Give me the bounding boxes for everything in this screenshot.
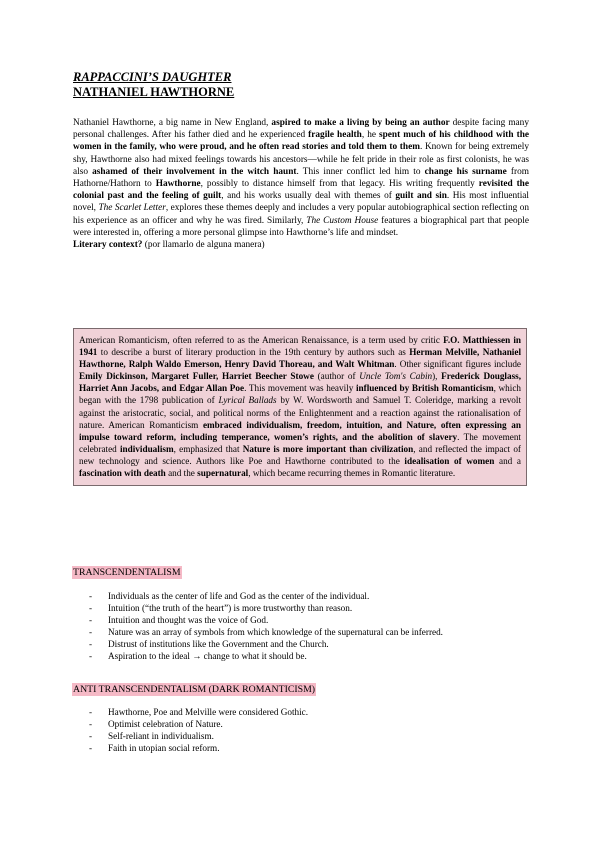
box-text-run: American Romanticism, often referred to as the American Renaissance, is a term used by critic <box>79 335 444 345</box>
box-text-run: , which became recurring themes in Romantic literature. <box>248 468 456 479</box>
box-text-run: . Other significant figures include <box>394 359 521 370</box>
intro-text-run: Hawthorne <box>155 179 201 190</box>
list-item <box>89 603 443 615</box>
list-item <box>89 591 443 603</box>
box-text-run: to describe a burst of literary production in the 19th century by authors such as <box>97 347 410 358</box>
intro-text-run: from Hathorne/Hathorn to <box>73 166 529 190</box>
bullet-dash: - <box>89 650 93 661</box>
box-text-run: . The movement celebrated <box>79 431 521 454</box>
bullet-dash: - <box>89 707 93 717</box>
list-item-text: Intuition and thought was the voice of God. <box>108 614 269 625</box>
list-item <box>89 615 443 627</box>
intro-text-run: The Scarlet Letter <box>98 203 166 214</box>
list-item <box>89 707 308 719</box>
intro-text-run: , possibly to distance himself from that legacy. His writing frequently <box>200 179 479 190</box>
box-text-run: , emphasized that <box>173 443 243 454</box>
list-item-text: Hawthorne, Poe and Melville were considered Gothic. <box>108 707 309 717</box>
bullet-dash: - <box>89 730 93 741</box>
intro-text-run: , he <box>361 130 380 141</box>
intro-text-run: aspired to make a living by being an author <box>271 118 450 128</box>
american-romanticism-box <box>73 328 527 486</box>
anti-transcendentalism-list <box>89 707 308 755</box>
intro-text-run: spent much of his childhood with the women in the family, who were proud, and he often read stories and told them to them <box>73 130 529 153</box>
intro-text-run: . This inner conflict led him to <box>296 166 425 177</box>
intro-paragraph <box>73 117 529 239</box>
list-item-text: Self-reliant in individualism. <box>108 730 214 741</box>
intro-text-run: fragile health <box>308 130 362 141</box>
list-item <box>89 651 443 663</box>
box-text-run: Nature is more important than civilization <box>242 443 414 454</box>
list-item-text: Distrust of institutions like the Government and the Church. <box>108 638 329 649</box>
box-text-run: by W. Wordsworth and Samuel T. Coleridge, marking a revolt against the aristocratic, social, and political norms of the Enlightenment and a reaction against the rationalisation of nature. American Romanticism <box>79 395 521 430</box>
box-text-run: fascination with death <box>79 468 166 479</box>
bullet-dash: - <box>89 742 93 753</box>
box-text-run: individualism <box>119 443 174 454</box>
intro-text-run: despite facing many personal challenges. After his father died and he experienced <box>73 118 529 141</box>
bullet-dash: - <box>89 638 93 649</box>
intro-text-run: ashamed of their involvement in the witch haunt <box>92 166 297 177</box>
intro-text-run: features a biographical part that people were interested in, offering a more personal glimpse into Hawthorne’s life and mindset. <box>73 215 529 238</box>
literary-context-label: Literary context? <box>73 240 143 251</box>
box-text-run: Emily Dickinson, Margaret Fuller, Harriet Beecher Stowe <box>79 371 314 382</box>
list-item <box>89 627 443 639</box>
list-item-text: Individuals as the center of life and God as the center of the individual. <box>108 591 370 601</box>
box-text-run: Uncle Tom's Cabin <box>359 371 433 382</box>
list-item <box>89 743 308 755</box>
anti-transcendentalism-heading: ANTI TRANSCENDENTALISM (DARK ROMANTICISM) <box>73 684 316 695</box>
box-text-run: (author of <box>313 371 360 382</box>
document-author: NATHANIEL HAWTHORNE <box>73 85 235 99</box>
literary-context-line <box>73 239 529 251</box>
bullet-dash: - <box>89 626 93 637</box>
transcendentalism-list <box>89 591 443 662</box>
list-item <box>89 731 308 743</box>
list-item <box>89 719 308 731</box>
box-text-run: and a <box>494 455 521 466</box>
box-text-run: . This movement was heavily <box>244 383 356 394</box>
list-item-text: Intuition (“the truth of the heart”) is more trustworthy than reason. <box>108 602 353 613</box>
box-text-run: embraced individualism, freedom, intuition, and Nature, often expressing an impulse toward reform, including temperance, women’s rights, and the abolition of slavery <box>79 419 521 442</box>
document-title: RAPPACCINI’S DAUGHTER <box>73 70 232 84</box>
list-item-text: Nature was an array of symbols from which knowledge of the supernatural can be inferred. <box>108 626 443 637</box>
list-item <box>89 639 443 651</box>
box-text-run: Herman Melville, Nathaniel Hawthorne, Ralph Waldo Emerson, Henry David Thoreau, and Walt Whitman <box>79 347 521 370</box>
intro-text-run: guilt and sin <box>395 191 447 202</box>
intro-text-run: , and his works usually deal with themes of <box>221 191 396 202</box>
box-text-run: influenced by British Romanticism <box>355 383 494 394</box>
intro-text-run: The Custom House <box>306 215 379 226</box>
box-text-run: ), <box>432 371 442 382</box>
intro-text-run: . His most influential novel, <box>73 191 530 214</box>
box-text-run: F.O. Matthiessen in 1941 <box>79 335 521 358</box>
box-text-run: idealisation of women <box>404 455 495 466</box>
intro-text-run: revisited the colonial past and the feeling of guilt <box>73 179 529 202</box>
bullet-dash: - <box>89 602 93 613</box>
list-item-text: Optimist celebration of Nature. <box>108 718 223 729</box>
bullet-dash: - <box>89 591 93 601</box>
intro-text-run: change his surname <box>424 166 507 177</box>
bullet-dash: - <box>89 718 93 729</box>
box-text-run: , and reflected the impact of new technology and science. Authors like Poe and Hawthorne contributed to the <box>79 443 521 466</box>
document-page <box>73 70 529 251</box>
list-item-text: Faith in utopian social reform. <box>108 742 220 753</box>
intro-text-run: , explores these themes deeply and includes a very popular autobiographical section reflecting on his experience as an officer and why he was fired. Similarly, <box>73 203 529 226</box>
bullet-dash: - <box>89 614 93 625</box>
box-text-run: , which began with the 1798 publication of <box>79 383 522 406</box>
literary-context-note: (por llamarlo de alguna manera) <box>142 240 265 251</box>
box-text-run: and the <box>165 468 198 479</box>
box-text-run: supernatural <box>197 468 249 479</box>
box-text-run: Lyrical Ballads <box>218 395 277 406</box>
intro-text-run: Nathaniel Hawthorne, a big name in New England, <box>73 118 272 128</box>
transcendentalism-heading: TRANSCENDENTALISM <box>73 567 181 578</box>
box-text-run: Frederick Douglass, Harriet Ann Jacobs, and Edgar Allan Poe <box>79 371 522 394</box>
list-item-text: Aspiration to the ideal → change to what it should be. <box>108 650 307 661</box>
intro-text-run: . Known for being extremely shy, Hawthorne also had mixed feelings towards his ancestors—while he felt pride in their role as first colonists, he was also <box>73 142 529 177</box>
